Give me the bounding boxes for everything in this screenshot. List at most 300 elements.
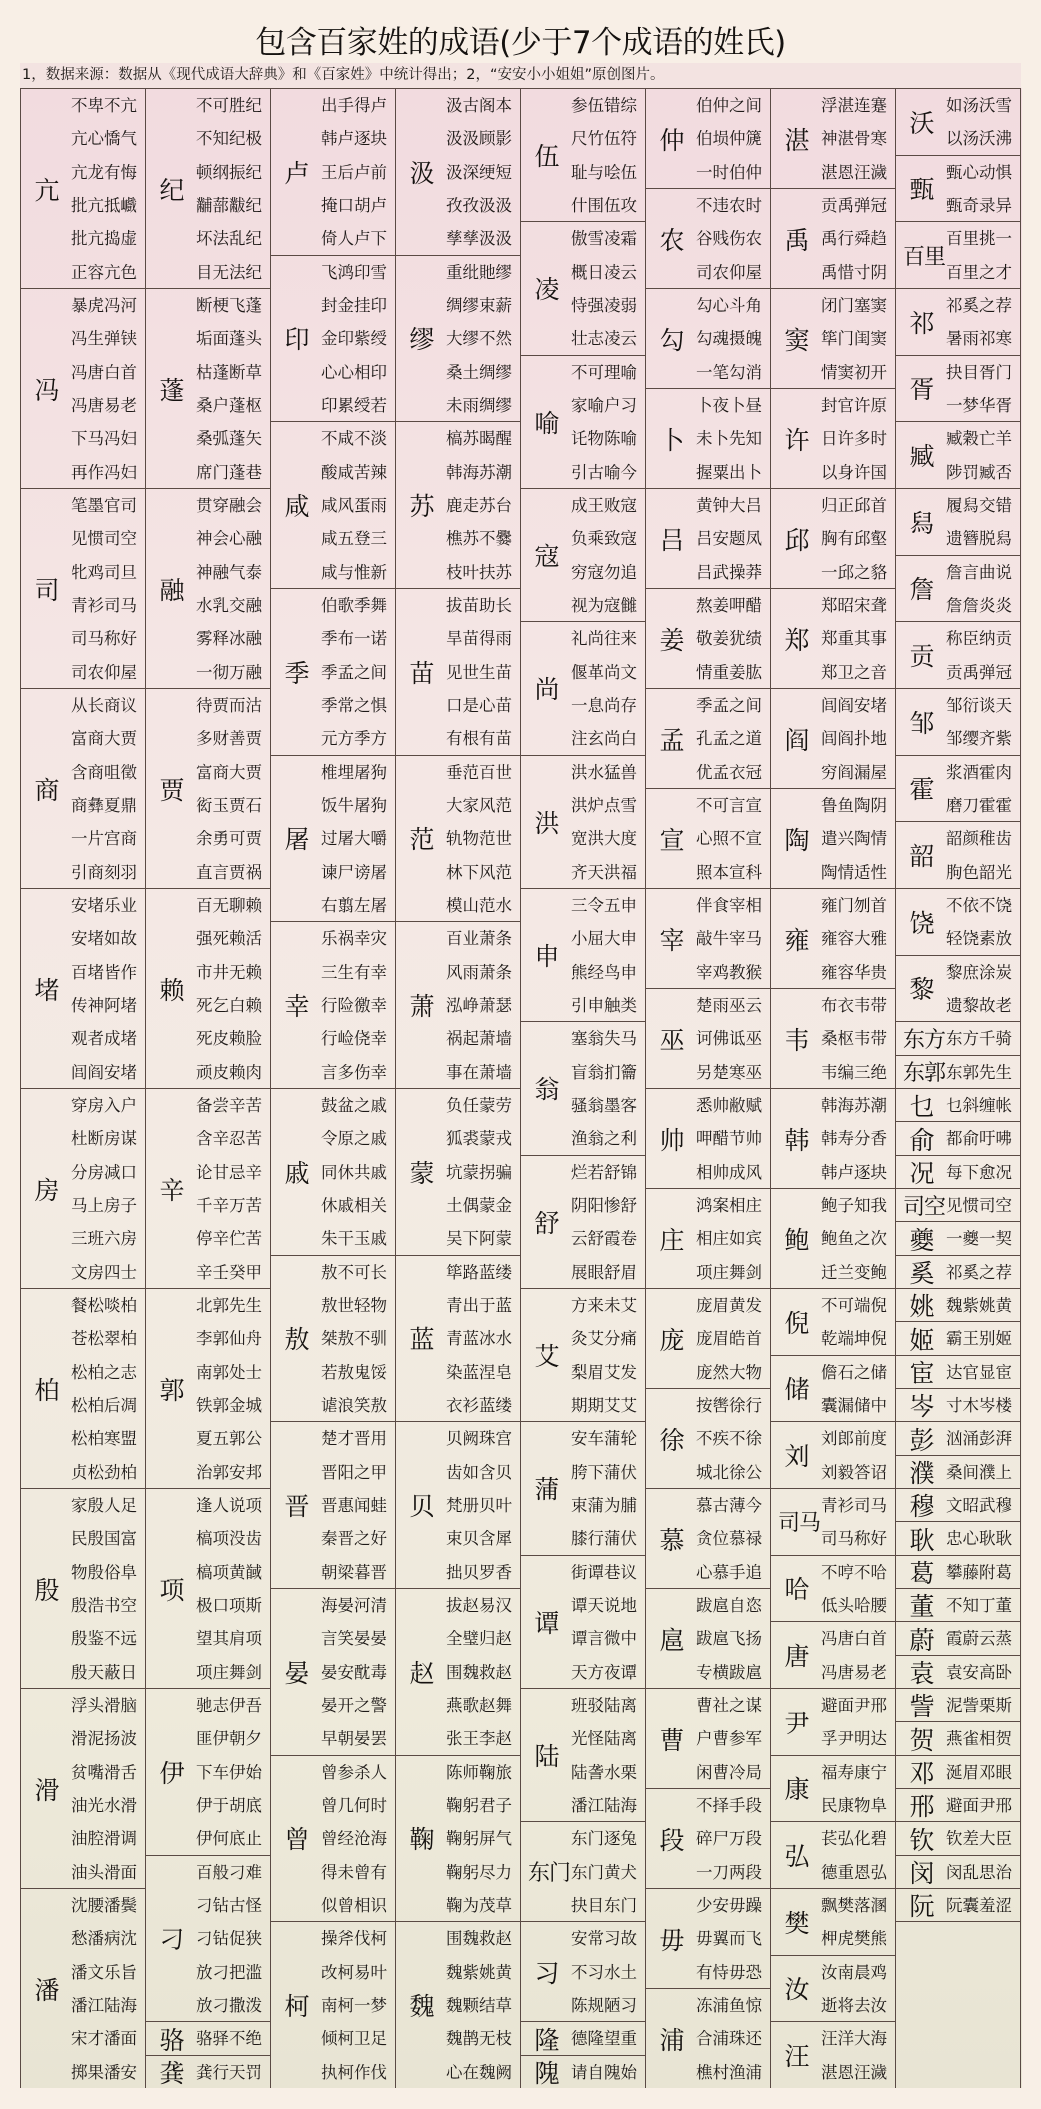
idiom-item: 掩口胡卢 (321, 195, 387, 215)
surname-label: 范 (409, 825, 435, 855)
idiom-item: 甄奇录异 (946, 195, 1012, 215)
idiom-item: 咸风蛋雨 (321, 495, 387, 515)
surname-label: 贡 (909, 642, 935, 672)
idiom-item: 合浦珠还 (696, 2029, 762, 2049)
idiom-list (696, 389, 762, 489)
surname-label: 翁 (534, 1075, 560, 1105)
idiom-item: 伊何底止 (196, 1829, 262, 1849)
idiom-item: 天方夜谭 (571, 1662, 637, 1682)
idiom-item: 有根有苗 (446, 729, 512, 749)
idiom-item: 碎尸万段 (696, 1829, 762, 1849)
idiom-item: 停辛伫苦 (196, 1229, 262, 1249)
surname-group (896, 755, 1020, 822)
idiom-list (946, 1856, 1012, 1889)
idiom-item: 项庄舞剑 (196, 1662, 262, 1682)
idiom-list (946, 1256, 1012, 1289)
idiom-list (696, 1289, 762, 1389)
idiom-item: 休戚相关 (321, 1195, 387, 1215)
idiom-item: 椎埋屠狗 (321, 762, 387, 782)
idiom-item: 邹衍谈天 (946, 696, 1012, 715)
idiom-item: 三班六房 (71, 1229, 137, 1249)
surname-label: 韩 (784, 1125, 810, 1155)
surname-group (896, 1588, 1020, 1621)
idiom-item: 负任蒙劳 (446, 1096, 512, 1115)
idiom-item: 负乘致寇 (571, 529, 637, 549)
idiom-item: 浮湛连蹇 (821, 96, 887, 115)
surname-group (896, 1221, 1020, 1254)
idiom-item: 阴阳惨舒 (571, 1195, 637, 1215)
idiom-item: 韩寿分香 (821, 1129, 887, 1149)
surname-group (21, 1688, 145, 1888)
surname-group (646, 1088, 770, 1188)
surname-label: 蓬 (159, 375, 185, 405)
surname-group (646, 788, 770, 888)
surname-label: 姚 (909, 1292, 935, 1322)
idiom-item: 苌弘化碧 (821, 1829, 887, 1849)
idiom-item: 伯仲之间 (696, 96, 762, 115)
idiom-item: 汹涌彭湃 (946, 1429, 1012, 1449)
idiom-list (446, 1422, 512, 1589)
idiom-item: 断梗飞蓬 (196, 296, 262, 315)
surname-group (271, 1255, 395, 1422)
idiom-item: 沈腰潘鬓 (71, 1896, 137, 1915)
column-5 (521, 88, 646, 2088)
idiom-list (696, 789, 762, 889)
idiom-list (696, 889, 762, 989)
idiom-list (446, 1922, 512, 2089)
idiom-item: 按辔徐行 (696, 1396, 762, 1415)
idiom-item: 牝鸡司旦 (71, 562, 137, 582)
idiom-item: 筚路蓝缕 (446, 1262, 512, 1282)
idiom-item: 逢人说项 (196, 1496, 262, 1515)
idiom-item: 忠心耿耿 (946, 1529, 1012, 1549)
surname-label: 郑 (784, 625, 810, 655)
surname-label: 郭 (159, 1375, 185, 1405)
idiom-list (321, 89, 387, 256)
surname-label: 司 (34, 575, 60, 605)
surname-label: 苗 (409, 658, 435, 688)
idiom-item: 请自隗始 (571, 2062, 637, 2082)
idiom-list (571, 89, 637, 222)
surname-label: 晋 (284, 1492, 310, 1522)
surname-group (271, 255, 395, 422)
column-1 (21, 88, 146, 2088)
surname-label: 詹 (909, 575, 935, 605)
idiom-item: 汝南晨鸡 (821, 1962, 887, 1982)
idiom-item: 司农仰屋 (71, 662, 137, 682)
idiom-item: 鞠躬君子 (446, 1795, 512, 1815)
idiom-list (71, 1489, 137, 1689)
idiom-item: 云舒霞卷 (571, 1229, 637, 1249)
surname-label: 吕 (659, 525, 685, 555)
surname-group (521, 1688, 645, 1821)
idiom-item: 神融气泰 (196, 562, 262, 582)
idiom-item: 松柏后凋 (71, 1395, 137, 1415)
idiom-item: 物殷俗阜 (71, 1562, 137, 1582)
idiom-item: 同休共戚 (321, 1162, 387, 1182)
idiom-item: 坑蒙拐骗 (446, 1162, 512, 1182)
surname-group (646, 1388, 770, 1488)
idiom-item: 松柏寒盟 (71, 1429, 137, 1449)
idiom-list (321, 1589, 387, 1756)
idiom-item: 韶颜稚齿 (946, 829, 1012, 849)
surname-group (646, 188, 770, 288)
idiom-item: 神会心融 (196, 529, 262, 549)
idiom-item: 情窦初开 (821, 362, 887, 382)
idiom-item: 槁项没齿 (196, 1529, 262, 1549)
surname-group (21, 88, 145, 288)
idiom-item: 不疾不徐 (696, 1429, 762, 1449)
idiom-item: 束贝含犀 (446, 1529, 512, 1549)
idiom-item: 殷鉴不远 (71, 1629, 137, 1649)
idiom-list (946, 1189, 1012, 1222)
idiom-item: 传神阿堵 (71, 995, 137, 1015)
idiom-item: 多财善贾 (196, 729, 262, 749)
surname-group (896, 688, 1020, 755)
surname-group (521, 88, 645, 221)
idiom-item: 雍门刎首 (821, 896, 887, 915)
idiom-item: 日许多时 (821, 429, 887, 449)
idiom-item: 鸿案相庄 (696, 1196, 762, 1215)
idiom-item: 亢心憍气 (71, 129, 137, 149)
idiom-item: 下车伊始 (196, 1762, 262, 1782)
idiom-item: 封金挂印 (321, 295, 387, 315)
idiom-item: 朝梁暮晋 (321, 1562, 387, 1582)
surname-label: 帅 (659, 1125, 685, 1155)
idiom-item: 一片宫商 (71, 829, 137, 849)
idiom-item: 风雨萧条 (446, 962, 512, 982)
surname-group (896, 1788, 1020, 1821)
surname-label: 项 (159, 1575, 185, 1605)
surname-label: 陆 (534, 1742, 560, 1772)
idiom-item: 孜孜汲汲 (446, 195, 512, 215)
idiom-item: 批亢抵巇 (71, 195, 137, 215)
surname-group (896, 621, 1020, 688)
idiom-item: 晋阳之甲 (321, 1462, 387, 1482)
idiom-list (821, 1556, 887, 1623)
surname-group (771, 1821, 895, 1888)
idiom-item: 槁项黄馘 (196, 1562, 262, 1582)
idiom-item: 视为寇雠 (571, 595, 637, 615)
idiom-list (571, 1289, 637, 1422)
surname-group (896, 1321, 1020, 1354)
surname-group (896, 1355, 1020, 1388)
surname-group (521, 2021, 645, 2054)
surname-label: 汲 (409, 158, 435, 188)
idiom-item: 贫嘴滑舌 (71, 1762, 137, 1782)
idiom-item: 陈师鞠旅 (446, 1762, 512, 1782)
idiom-item: 不可端倪 (821, 1296, 887, 1315)
idiom-item: 冻浦鱼惊 (696, 1996, 762, 2015)
idiom-item: 贝阙珠宫 (446, 1429, 512, 1449)
surname-group (271, 755, 395, 922)
idiom-item: 抉目胥门 (946, 362, 1012, 382)
idiom-item: 逝将去汝 (821, 1995, 887, 2015)
surname-label: 潘 (34, 1975, 60, 2005)
surname-group (646, 688, 770, 788)
idiom-item: 驰志伊吾 (196, 1696, 262, 1715)
idiom-item: 安车蒲轮 (571, 1429, 637, 1449)
idiom-item: 朐色韶光 (946, 862, 1012, 882)
idiom-item: 敲牛宰马 (696, 929, 762, 949)
idiom-item: 备尝辛苦 (196, 1096, 262, 1115)
surname-group (896, 1088, 1020, 1121)
surname-label: 伊 (159, 1758, 185, 1788)
surname-group (146, 1088, 270, 1288)
surname-label: 骆 (159, 2025, 185, 2055)
column-4 (396, 88, 521, 2088)
surname-label: 葛 (909, 1558, 935, 1588)
idiom-item: 鼓盆之戚 (321, 1096, 387, 1115)
idiom-item: 勾魂摄魄 (696, 329, 762, 349)
idiom-item: 伊于胡底 (196, 1795, 262, 1815)
surname-label: 庄 (659, 1225, 685, 1255)
idiom-item: 从长商议 (71, 696, 137, 715)
idiom-item: 展眼舒眉 (571, 1262, 637, 1282)
idiom-list (946, 756, 1012, 823)
surname-group (896, 1621, 1020, 1654)
surname-label: 湛 (784, 125, 810, 155)
idiom-list (696, 1489, 762, 1589)
idiom-list (196, 289, 262, 489)
idiom-item: 一梦华胥 (946, 395, 1012, 415)
idiom-item: 行险徼幸 (321, 995, 387, 1015)
idiom-item: 轨物范世 (446, 829, 512, 849)
idiom-item: 含辛忍苦 (196, 1129, 262, 1149)
idiom-item: 不知丁董 (946, 1596, 1012, 1615)
idiom-item: 雍容华贵 (821, 962, 887, 982)
surname-label: 甄 (909, 175, 935, 205)
idiom-item: 坏法乱纪 (196, 229, 262, 249)
surname-group (521, 2055, 645, 2088)
idiom-list (321, 422, 387, 589)
idiom-item: 一息尚存 (571, 695, 637, 715)
surname-group (521, 1821, 645, 1921)
idiom-list (946, 89, 1012, 156)
surname-label: 龚 (159, 2058, 185, 2088)
idiom-item: 都俞吁咈 (946, 1129, 1012, 1149)
idiom-item: 跋扈飞扬 (696, 1629, 762, 1649)
surname-group (896, 1255, 1020, 1288)
idiom-item: 祸起萧墙 (446, 1029, 512, 1049)
surname-group (771, 1188, 895, 1288)
idiom-item: 余勇可贾 (196, 829, 262, 849)
surname-group (896, 888, 1020, 955)
column-6 (646, 88, 771, 2088)
idiom-item: 不可理喻 (571, 362, 637, 382)
idiom-item: 骚翁墨客 (571, 1095, 637, 1115)
idiom-list (696, 1389, 762, 1489)
idiom-item: 安堵乐业 (71, 896, 137, 915)
idiom-item: 司马称好 (71, 629, 137, 649)
idiom-item: 以身许国 (821, 462, 887, 482)
idiom-item: 海晏河清 (321, 1596, 387, 1615)
surname-group (896, 1721, 1020, 1754)
idiom-list (821, 89, 887, 189)
idiom-list (946, 1289, 1012, 1322)
surname-label: 戚 (284, 1158, 310, 1188)
idiom-item: 骆驿不绝 (196, 2029, 262, 2049)
idiom-item: 陆詟水栗 (571, 1762, 637, 1782)
idiom-item: 观者成堵 (71, 1029, 137, 1049)
idiom-item: 曹社之谋 (696, 1696, 762, 1715)
idiom-item: 夏五郭公 (196, 1429, 262, 1449)
surname-label: 倪 (784, 1308, 810, 1338)
idiom-item: 郑重其事 (821, 629, 887, 649)
idiom-item: 寸木岑楼 (946, 1396, 1012, 1415)
idiom-item: 湛恩汪濊 (821, 2062, 887, 2082)
idiom-item: 吕武操莽 (696, 562, 762, 582)
idiom-item: 达官显宦 (946, 1362, 1012, 1382)
surname-group (896, 821, 1020, 888)
surname-label: 仲 (659, 125, 685, 155)
idiom-item: 有恃毋恐 (696, 1962, 762, 1982)
idiom-item: 霸王别姬 (946, 1329, 1012, 1349)
surname-label: 苏 (409, 492, 435, 522)
idiom-item: 东方千骑 (946, 1029, 1012, 1049)
idiom-item: 衣衫蓝缕 (446, 1395, 512, 1415)
idiom-item: 什围伍攻 (571, 195, 637, 215)
surname-label: 饶 (909, 908, 935, 938)
surname-group (896, 1421, 1020, 1454)
idiom-item: 倾柯卫足 (321, 2029, 387, 2049)
surname-label: 司马 (777, 1511, 820, 1537)
idiom-item: 安堵如故 (71, 929, 137, 949)
idiom-item: 霞蔚云蒸 (946, 1629, 1012, 1649)
idiom-item: 商彝夏鼎 (71, 795, 137, 815)
idiom-list (946, 222, 1012, 289)
idiom-item: 涎眉邓眼 (946, 1762, 1012, 1782)
surname-group (396, 1421, 520, 1588)
idiom-item: 齐天洪福 (571, 862, 637, 882)
idiom-list (821, 489, 887, 589)
surname-label: 东郭 (902, 1061, 945, 1087)
idiom-item: 膝行蒲伏 (571, 1529, 637, 1549)
idiom-item: 泥訾栗斯 (946, 1696, 1012, 1715)
idiom-item: 民康物阜 (821, 1795, 887, 1815)
idiom-item: 一笔勾消 (696, 362, 762, 382)
idiom-item: 晏开之警 (321, 1695, 387, 1715)
idiom-item: 相庄如宾 (696, 1229, 762, 1249)
idiom-item: 百里之才 (946, 262, 1012, 282)
idiom-item: 垂范百世 (446, 762, 512, 782)
idiom-list (946, 1722, 1012, 1755)
idiom-list (821, 689, 887, 789)
idiom-item: 灸艾分痛 (571, 1329, 637, 1349)
idiom-list (321, 756, 387, 923)
surname-label: 舄 (909, 508, 935, 538)
idiom-item: 相帅成风 (696, 1162, 762, 1182)
surname-group (896, 955, 1020, 1022)
surname-group (896, 1521, 1020, 1554)
idiom-item: 鞠为茂草 (446, 1895, 512, 1915)
idiom-item: 安常习故 (571, 1929, 637, 1949)
idiom-item: 樵苏不爨 (446, 529, 512, 549)
idiom-item: 不哼不哈 (821, 1562, 887, 1582)
idiom-item: 季布一诺 (321, 629, 387, 649)
idiom-list (696, 989, 762, 1089)
idiom-item: 优孟衣冠 (696, 762, 762, 782)
idiom-item: 青蓝冰水 (446, 1329, 512, 1349)
surname-group (396, 1921, 520, 2088)
idiom-item: 陈规陋习 (571, 1995, 637, 2015)
idiom-item: 鲍子知我 (821, 1196, 887, 1215)
idiom-item: 暑雨祁寒 (946, 329, 1012, 349)
idiom-list (696, 589, 762, 689)
surname-label: 柯 (284, 1992, 310, 2022)
idiom-item: 谭言微中 (571, 1629, 637, 1649)
idiom-item: 袁安高卧 (946, 1662, 1012, 1682)
idiom-item: 见世生苗 (446, 662, 512, 682)
surname-label: 况 (909, 1158, 935, 1188)
idiom-item: 谭天说地 (571, 1595, 637, 1615)
idiom-item: 敖不可长 (321, 1262, 387, 1282)
idiom-item: 含商咀徵 (71, 762, 137, 782)
idiom-item: 韩海苏潮 (446, 462, 512, 482)
idiom-list (946, 1756, 1012, 1789)
idiom-item: 出手得卢 (321, 96, 387, 115)
idiom-item: 咸与惟新 (321, 562, 387, 582)
idiom-item: 望其肩项 (196, 1629, 262, 1649)
idiom-item: 过屠大嚼 (321, 829, 387, 849)
idiom-item: 傲雪凌霜 (571, 229, 637, 249)
idiom-list (696, 489, 762, 589)
idiom-list (696, 1889, 762, 1989)
idiom-item: 笔墨官司 (71, 496, 137, 515)
idiom-item: 饭牛屠狗 (321, 795, 387, 815)
idiom-item: 冯生弹铗 (71, 329, 137, 349)
idiom-item: 潘文乐旨 (71, 1962, 137, 1982)
idiom-item: 死乞白赖 (196, 995, 262, 1015)
idiom-list (196, 2056, 262, 2089)
idiom-item: 心心相印 (321, 362, 387, 382)
idiom-item: 胯下蒲伏 (571, 1462, 637, 1482)
surname-label: 司空 (902, 1194, 945, 1220)
idiom-list (696, 689, 762, 789)
idiom-list (446, 1756, 512, 1923)
idiom-item: 市井无赖 (196, 962, 262, 982)
surname-label: 习 (534, 1958, 560, 1988)
surname-label: 纪 (159, 175, 185, 205)
idiom-item: 铁郭金城 (196, 1395, 262, 1415)
idiom-item: 班驳陆离 (571, 1696, 637, 1715)
idiom-list (571, 1822, 637, 1922)
idiom-item: 汪洋大海 (821, 2029, 887, 2049)
idiom-item: 黎庶涂炭 (946, 962, 1012, 982)
idiom-item: 郑昭宋聋 (821, 596, 887, 615)
idiom-item: 林下风范 (446, 862, 512, 882)
idiom-item: 青衫司马 (821, 1496, 887, 1515)
idiom-item: 论甘忌辛 (196, 1162, 262, 1182)
idiom-item: 烂若舒锦 (571, 1162, 637, 1182)
surname-group (771, 288, 895, 388)
idiom-item: 燕歌赵舞 (446, 1695, 512, 1715)
idiom-item: 孔孟之道 (696, 729, 762, 749)
idiom-list (821, 789, 887, 889)
idiom-item: 陟罚臧否 (946, 462, 1012, 482)
surname-group (896, 1155, 1020, 1188)
surname-group (146, 1488, 270, 1688)
idiom-item: 专横跋扈 (696, 1662, 762, 1682)
surname-label: 樊 (784, 1908, 810, 1938)
surname-label: 储 (784, 1375, 810, 1405)
idiom-item: 百般刁难 (196, 1862, 262, 1882)
surname-label: 刁 (159, 1925, 185, 1955)
idiom-item: 冯唐白首 (71, 362, 137, 382)
idiom-list (946, 1656, 1012, 1689)
surname-group (771, 1755, 895, 1822)
idiom-item: 偃革尚文 (571, 662, 637, 682)
